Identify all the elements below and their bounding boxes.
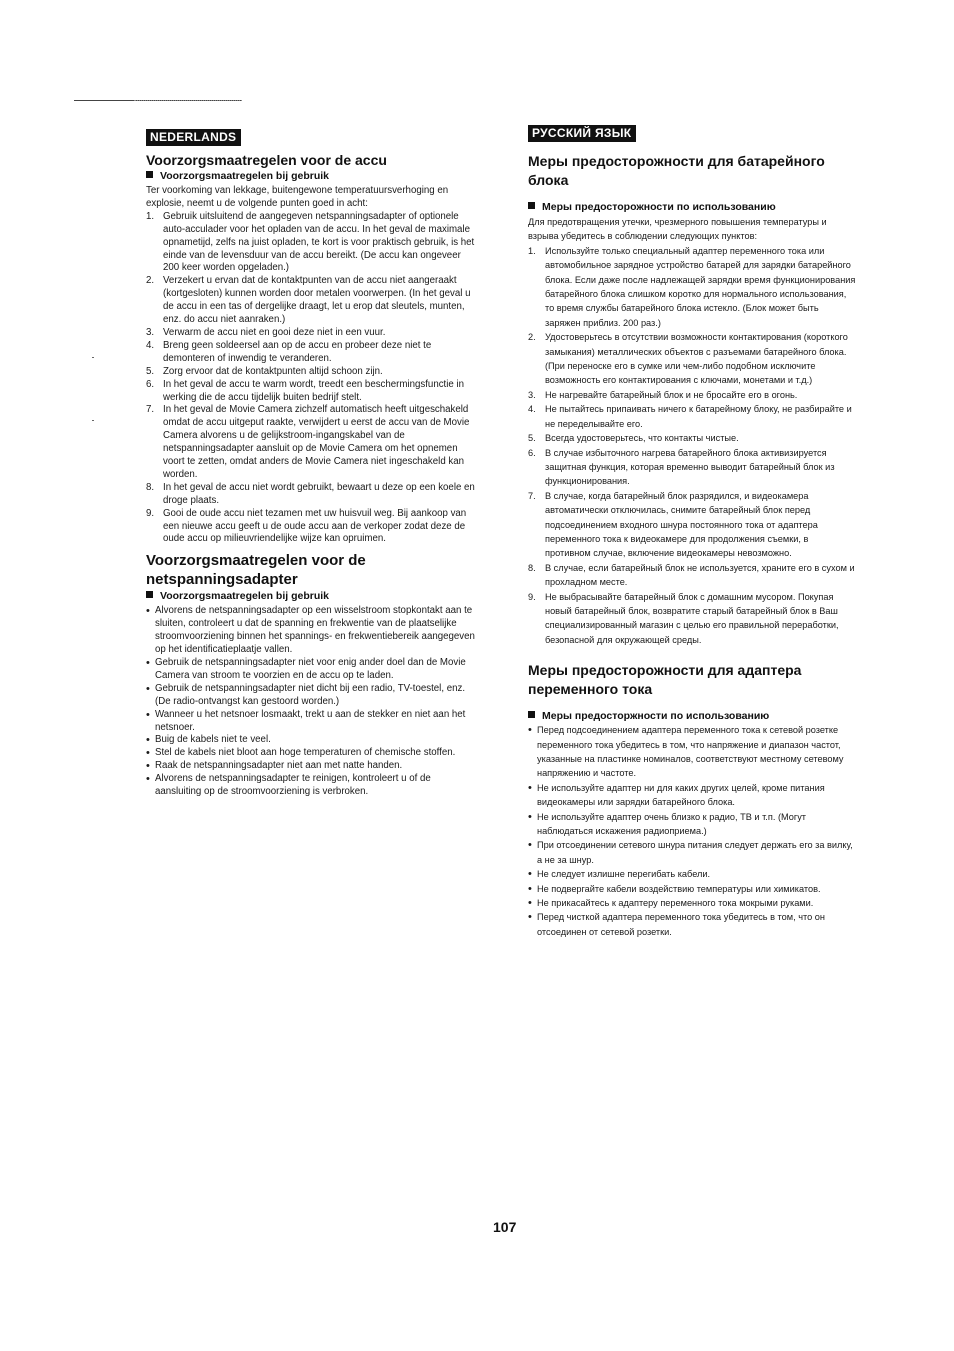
bullet-item: • Gebruik de netspanningsadapter niet voor enig ander doel dan de Movie Camera van stroom te voorzien en de accu op te laden. [146, 657, 478, 683]
ac-adapter-section-title: Меры предосторожности для адаптера переменного тока [528, 662, 802, 698]
margin-mark [92, 357, 94, 358]
list-item-number: 1. [528, 245, 536, 256]
adapter-precaution-list [146, 605, 478, 799]
bullet-item: • Raak de netspanningsadapter niet aan met natte handen. [146, 760, 478, 773]
bullet-item: • Не используйте адаптер очень близко к радио, ТВ и т.п. (Могут наблюдаться искажения радиоприема.) [528, 810, 856, 839]
bullet-item: • При отсоединении сетевого шнура питания следует держать его за вилку, а не за шнур. [528, 838, 856, 867]
list-item-text: In het geval de Movie Camera zichzelf automatisch heeft uitgeschakeld omdat de accu uitgeput raakte, verwijdert u eerst de accu van de Movie Camera alvorens u de gelijkstroom-ingangskabel van de netspanningsadapter aansluit op de Movie Camera om het opnemen voort te zetten, omdat anders de Movie Camera niet ingeschakeld kan worden. [163, 404, 470, 480]
list-item-text: Не пытайтесь припаивать ничего к батарейному блоку, не разбирайте и не переделывайте его. [545, 404, 852, 429]
list-item [146, 508, 478, 547]
battery-section-title: Меры предосторожности для батарейного блока [528, 153, 825, 188]
list-item [528, 431, 856, 445]
list-item-number: 2. [146, 275, 155, 287]
list-item-number: 7. [146, 404, 155, 416]
accu-usage-heading: Voorzorgsmaatregelen bij gebruik [146, 169, 478, 183]
list-item-text: В случае, когда батарейный блок разрядился, и видеокамера автоматически отключилась, снимите батарейный блок перед подсоединением входного шнура постоянного тока от адаптера переменного тока к видеокамере для продолжения съемки, в противном случае, включение видеокамеры невозможно. [545, 490, 818, 559]
bullet-item: • Перед чисткой адаптера переменного тока убедитесь в том, что он отсоединен от сетевой розетки. [528, 910, 856, 939]
bullet-item: • Buig de kabels niet te veel. [146, 734, 478, 747]
bullet-item: • Не следует излишне перегибать кабели. [528, 867, 856, 881]
square-bullet-icon [146, 171, 153, 178]
list-item-text: Не выбрасывайте батарейный блок с домашним мусором. Покупая новый батарейный блок, возвратите старый батарейный блок в Ваш специализированный магазин с целью его правильной переработки, безопасной для окружающей среды. [545, 591, 839, 645]
adapter-usage-heading: Voorzorgsmaatregelen bij gebruik [146, 589, 478, 603]
bullet-item: • Не подвергайте кабели воздействию температуры или химикатов. [528, 882, 856, 896]
list-item [528, 244, 856, 330]
accu-intro: Ter voorkoming van lekkage, buitengewone temperatuursverhoging en explosie, neemt u de volgende punten goed in acht: [146, 185, 449, 209]
battery-precaution-list [528, 244, 856, 647]
list-item [528, 402, 856, 431]
bullet-item: • Alvorens de netspanningsadapter op een wisselstroom stopkontakt aan te sluiten, controleert u dat de spanning en frekwentie van de plaatselijke stroomvoorziening binnen het spannings- en frekwentiebereik aangegeven op het identificatieplaatje vallen. [146, 605, 478, 657]
list-item-number: 5. [146, 365, 155, 377]
list-item [146, 327, 478, 340]
page-number: 107 [493, 1219, 517, 1235]
list-item-number: 9. [146, 507, 155, 519]
list-item-number: 5. [528, 433, 536, 444]
square-bullet-icon [146, 591, 153, 598]
list-item-text: Gooi de oude accu niet tezamen met uw huisvuil weg. Bij aankoop van een nieuwe accu geeft u de oude accu aan de verkoper zodat deze de oude accu op milieuvriendelijke wijze kan opruimen. [163, 507, 467, 545]
bullet-item: • Перед подсоединением адаптера переменного тока к сетевой розетке переменного тока убедитесь в том, что напряжение и диапазон частот, указанные на пластинке номиналов, соответствуют местному сетевому напряжению и частоте. [528, 723, 856, 781]
list-item-number: 7. [528, 490, 536, 501]
list-item-text: В случае, если батарейный блок не используется, храните его в сухом и прохладном месте. [545, 562, 855, 588]
bullet-item: • Не используйте адаптер ни для каких других целей, кроме питания видеокамеры или зарядки батарейного блока. [528, 781, 856, 810]
list-item-text: Verwarm de accu niet en gooi deze niet in een vuur. [163, 326, 386, 338]
dutch-column [146, 128, 478, 799]
battery-intro: Для предотвращения утечки, чрезмерного повышения температуры и взрыва убедитесь в соблюдении следующих пунктов: [528, 217, 827, 242]
accu-section-title: Voorzorgsmaatregelen voor de accu [146, 152, 387, 168]
list-item-text: In het geval de accu te warm wordt, treedt een beschermingsfunctie in werking die de accu tijdelijk buiten bedrijf stelt. [163, 378, 465, 403]
list-item-number: 8. [146, 481, 155, 493]
list-item [146, 340, 478, 366]
battery-usage-heading: Меры предосторожности по использованию [528, 200, 856, 214]
margin-mark [92, 420, 94, 421]
language-badge-ru: РУССКИЙ ЯЗЫК [528, 125, 636, 142]
list-item [146, 366, 478, 379]
bullet-item: • Alvorens de netspanningsadapter te reinigen, kontroleert u of de aansluiting op de stroomvoorziening is verbroken. [146, 773, 478, 799]
list-item [146, 404, 478, 481]
list-item-number: 3. [528, 389, 536, 400]
list-item-number: 2. [528, 332, 536, 343]
list-item-text: Zorg ervoor dat de kontaktpunten altijd schoon zijn. [163, 365, 383, 377]
list-item [146, 211, 478, 276]
list-item-number: 6. [146, 378, 155, 390]
ac-adapter-usage-heading: Меры предосторжности по использованию [528, 709, 856, 723]
list-item [528, 446, 856, 489]
list-item [528, 590, 856, 648]
list-item-text: Не нагревайте батарейный блок и не бросайте его в огонь. [545, 389, 798, 400]
russian-column [528, 124, 856, 939]
list-item-text: Используйте только специальный адаптер переменного тока или автомобильное зарядное устройство батарей для зарядки батарейного блока. Если даже после надлежащей зарядки время функционирования батарейного блока слишком коротко для нормального использования, то время службы батарейного блока истекло. (Блок может быть заряжен приблиз. 200 раз.) [545, 245, 856, 328]
list-item-number: 8. [528, 562, 536, 573]
list-item-number: 4. [146, 339, 155, 351]
bullet-item: • Wanneer u het netsnoer losmaakt, trekt u aan de stekker en niet aan het netsnoer. [146, 709, 478, 735]
bullet-item: • Gebruik de netspanningsadapter niet dicht bij een radio, TV-toestel, enz. (De radio-ontvangst kan gestoord worden.) [146, 683, 478, 709]
list-item-text: В случае избыточного нагрева батарейного блока активизируется защитная функция, которая временно выводит батарейный блок из функционирования. [545, 447, 835, 487]
list-item-number: 4. [528, 404, 536, 415]
list-item [146, 379, 478, 405]
list-item [146, 482, 478, 508]
bullet-item: • Не прикасайтесь к адаптеру переменного тока мокрыми руками. [528, 896, 856, 910]
list-item-text: Verzekert u ervan dat de kontaktpunten van de accu niet aangeraakt (kortgesloten) kunnen worden door metalen voorwerpen. (In het geval u de accu in een tas of dergelijke draagt, let u erop dat sleutels, munten, enz. do accu niet aanraken.) [163, 275, 471, 326]
square-bullet-icon [528, 711, 535, 718]
header-rule [74, 100, 242, 101]
accu-precaution-list [146, 211, 478, 547]
adapter-section-title: Voorzorgsmaatregelen voor de netspanningsadapter [146, 552, 366, 589]
list-item [528, 561, 856, 590]
list-item-number: 6. [528, 447, 536, 458]
list-item-text: Breng geen soldeersel aan op de accu en probeer deze niet te demonteren of inwendig te veranderen. [163, 339, 432, 364]
list-item-text: Gebruik uitsluitend de aangegeven netspanningsadapter of optionele auto-acculader voor het opladen van de accu. In het geval de maximale opnametijd, zelfs na juist opladen, te kort is voor praktisch gebruik, is het einde van de levensduur van de accu bereikt. (De accu kan ongeveer 200 keer worden opgeladen.) [163, 210, 475, 274]
list-item-number: 1. [146, 210, 155, 222]
square-bullet-icon [528, 202, 535, 209]
list-item [146, 275, 478, 327]
ac-adapter-precaution-list [528, 723, 856, 939]
list-item-number: 3. [146, 326, 155, 338]
language-badge-nl: NEDERLANDS [146, 129, 241, 146]
bullet-item: • Stel de kabels niet bloot aan hoge temperaturen of chemische stoffen. [146, 747, 478, 760]
list-item [528, 330, 856, 388]
list-item-text: In het geval de accu niet wordt gebruikt, bewaart u deze op een koele en droge plaats. [163, 481, 475, 506]
list-item [528, 388, 856, 402]
list-item-number: 9. [528, 591, 536, 602]
list-item-text: Всегда удостоверьтесь, что контакты чистые. [545, 433, 739, 444]
list-item-text: Удостоверьтесь в отсутствии возможности контактирования (короткого замыкания) металлических объектов с разъемами батарейного блока. (При переноске его в сумке или чем-либо подобном исключите возможность его контактирования с ключами, монетами и т.д.) [545, 332, 848, 386]
list-item [528, 489, 856, 561]
